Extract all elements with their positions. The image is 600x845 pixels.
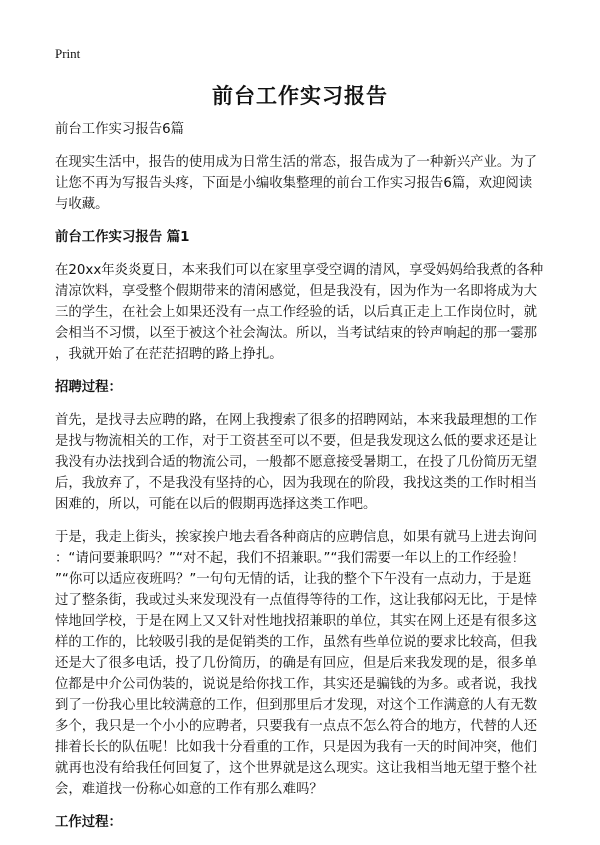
text-line: 与收藏。: [55, 197, 109, 212]
section-heading: 招聘过程：: [55, 380, 122, 395]
text-line: 过了整条街，我或过头来发现没有一点值得等待的工作，这让我郁闷无比，于是悻: [55, 593, 538, 608]
text-line: 会相当不习惯，以至于被这个社会淘汰。所以，当考试结束的铃声响起的那一霎那: [55, 326, 538, 341]
text-line: 排着长长的队伍呢！比如我十分看重的工作，只是因为我有一天的时间冲突，他们: [55, 740, 538, 755]
text-line: 多个，我只是一个小小的应聘者，只要我有一点点不怎么符合的地方，代替的人还: [55, 719, 538, 734]
text-line: 我没有办法找到合适的物流公司，一般都不愿意接受暑期工，在投了几份简历无望: [55, 455, 538, 470]
text-line: 会，难道找一份称心如意的工作有那么难吗？: [55, 782, 323, 797]
text-line: 位都是中介公司伪装的，说说是给你找工作，其实还是骗钱的为多。或者说，我找: [55, 677, 538, 692]
text-line: 在现实生活中，报告的使用成为日常生活的常态，报告成为了一种新兴产业。为了: [55, 155, 538, 170]
text-line: ：“请问要兼职吗？”“对不起，我们不招兼职。”“我们需要一年以上的工作经验！: [55, 551, 525, 566]
document-body: [55, 119, 555, 845]
text-line: 还是大了很多电话，投了几份简历，的确是有回应，但是后来我发现的是，很多单: [55, 656, 538, 671]
paragraph-2: [55, 410, 555, 515]
subtitle: 前台工作实习报告6篇: [55, 122, 185, 137]
intro-paragraph: [55, 152, 555, 215]
section-heading: 工作过程：: [55, 815, 122, 830]
text-line: 就再也没有给我任何回复了，这个世界就是这么现实。这让我相当地无望于整个社: [55, 761, 538, 776]
text-line: 让您不再为写报告头疼，下面是小编收集整理的前台工作实习报告6篇，欢迎阅读: [55, 176, 533, 191]
text-line: 后，我放弃了，不是我没有坚持的心，因为我现在的阶段，我找这类的工作时相当: [55, 476, 538, 491]
text-line: 首先，是找寻去应聘的路，在网上我搜索了很多的招聘网站，本来我最理想的工作: [55, 413, 538, 428]
paragraph-1: [55, 260, 555, 365]
print-link[interactable]: Print: [55, 46, 81, 61]
text-line: 是找与物流相关的工作，对于工资甚至可以不要，但是我发现这么低的要求还是让: [55, 434, 538, 449]
text-line: 悻地回学校，于是在网上又又针对性地找招兼职的单位，其实在网上还是有很多这: [55, 614, 538, 629]
text-line: 清凉饮料，享受整个假期带来的清闲感觉，但是我没有，因为作为一名即将成为大: [55, 284, 538, 299]
text-line: 样的工作的，比较吸引我的是促销类的工作，虽然有些单位说的要求比较高，但我: [55, 635, 538, 650]
text-line: 到了一份我心里比较满意的工作，但到那里后才发现，对这个工作满意的人有无数: [55, 698, 538, 713]
page-title: 前台工作实习报告: [212, 84, 388, 108]
text-line: ”“你可以适应夜班吗？”一句句无情的话，让我的整个下午没有一点动力，于是逛: [55, 572, 532, 587]
text-line: 在20xx年炎炎夏日，本来我们可以在家里享受空调的清风，享受妈妈给我煮的各种: [55, 263, 544, 278]
text-line: 困难的，所以，可能在以后的假期再选择这类工作吧。: [55, 497, 377, 512]
section-heading: 前台工作实习报告 篇1: [55, 230, 190, 245]
text-line: ，我就开始了在茫茫招聘的路上挣扎。: [55, 347, 283, 362]
text-line: 三的学生，在社会上如果还没有一点工作经验的话，以后真正走上工作岗位时，就: [55, 305, 538, 320]
text-line: 于是，我走上街头，挨家挨户地去看各种商店的应聘信息，如果有就马上进去询问: [55, 530, 538, 545]
paragraph-3: [55, 527, 555, 800]
